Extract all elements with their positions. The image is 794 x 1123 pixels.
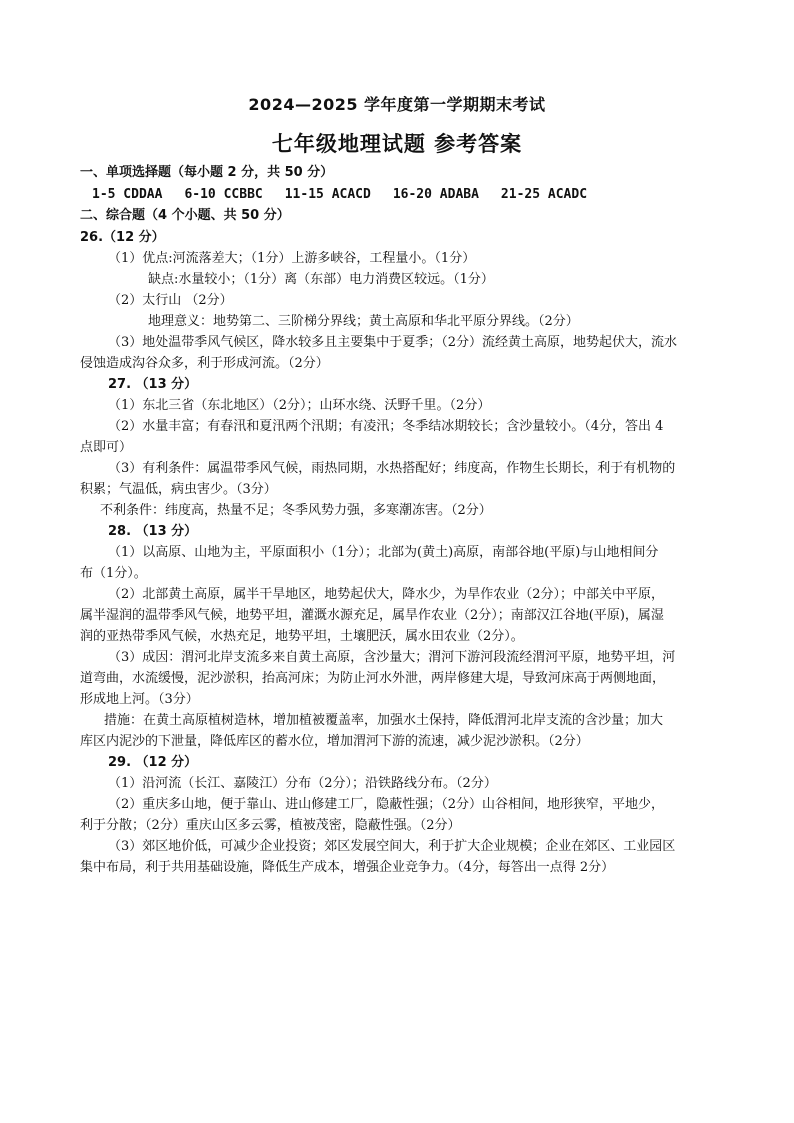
section1-heading: 一、单项选择题（每小题 2 分，共 50 分） [80,165,334,180]
q28-line: （3）成因：渭河北岸支流多来自黄土高原，含沙量大；渭河下游河段流经渭河平原，地势平坦，河 [108,650,676,665]
choice-answers-6-10: 6-10 CCBBC [184,187,263,202]
q29-line: 利于分散；（2分）重庆山区多云雾，植被茂密，隐蔽性强。（2分） [80,818,461,833]
q27-line: （1）东北三省（东北地区）（2分）；山环水绕、沃野千里。（2分） [108,398,491,413]
q27-line: （3）有利条件：属温带季风气候，雨热同期，水热搭配好；纬度高，作物生长期长，利于有机物的 [108,461,676,476]
q27-line: 积累；气温低，病虫害少。（3分） [80,482,277,497]
q27-heading: 27. （13 分） [108,377,198,392]
q28-line: 属半湿润的温带季风气候，地势平坦，灌溉水源充足，属旱作农业（2分）；南部汉江谷地(平原)，属湿 [80,608,664,623]
choice-answers-1-5: 1-5 CDDAA [92,187,163,202]
choice-answer-row [92,185,609,205]
q26-line: 缺点:水量较小；（1分）离（东部）电力消费区较远。（1分） [148,272,494,287]
q26-heading: 26.（12 分） [80,230,165,245]
exam-title: 2024—2025 学年度第一学期期末考试 [248,95,546,114]
choice-answers-16-20: 16-20 ADABA [392,187,479,202]
q28-line: 措施：在黄土高原植树造林，增加植被覆盖率，加强水土保持，降低渭河北岸支流的含沙量；加大 [104,713,664,728]
q29-line: （2）重庆多山地，便于靠山、进山修建工厂，隐蔽性强；（2分）山谷相间，地形狭窄，平地少， [108,797,665,812]
choice-answers-11-15: 11-15 ACACD [284,187,371,202]
q28-line: 形成地上河。（3分） [80,692,199,707]
q26-line: （2）太行山 （2分） [108,293,233,308]
q27-line: 不利条件：纬度高，热量不足；冬季风势力强，多寒潮冻害。（2分） [100,503,492,518]
q28-line: （2）北部黄土高原，属半干旱地区，地势起伏大，降水少，为旱作农业（2分）；中部关中平原， [108,587,665,602]
q28-line: 道弯曲，水流缓慢，泥沙淤积，抬高河床；为防止河水外泄，两岸修建大堤，导致河床高于两侧地面， [80,671,666,686]
q26-line: （1）优点:河流落差大；（1分）上游多峡谷，工程量小。（1分） [108,251,476,266]
q26-line: 地理意义：地势第二、三阶梯分界线；黄土高原和华北平原分界线。（2分） [148,314,579,329]
q28-line: 库区内泥沙的下泄量，降低库区的蓄水位，增加渭河下游的流速，减少泥沙淤积。（2分） [80,734,589,749]
q26-line: （3）地处温带季风气候区，降水较多且主要集中于夏季；（2分）流经黄土高原，地势起伏大，流水 [108,335,678,350]
document-subtitle: 七年级地理试题 参考答案 [271,132,523,156]
q29-heading: 29. （12 分） [108,755,198,770]
choice-answers-21-25: 21-25 ACADC [500,187,588,202]
q28-heading: 28. （13 分） [108,524,198,539]
q28-line: 润的亚热带季风气候，水热充足，地势平坦，土壤肥沃，属水田农业（2分）。 [80,629,524,644]
q26-line: 侵蚀造成沟谷众多，利于形成河流。（2分） [80,356,329,371]
section2-heading: 二、综合题（4 个小题、共 50 分） [80,208,290,223]
q28-line: 布（1分）。 [80,566,147,581]
q29-line: （1）沿河流（长江、嘉陵江）分布（2分）；沿铁路线分布。（2分） [108,776,497,791]
q27-line: 点即可） [80,440,133,455]
q27-line: （2）水量丰富；有春汛和夏汛两个汛期；有凌汛；冬季结冰期较长；含沙量较小。（4分，答出 4 [108,419,664,434]
q28-line: （1）以高原、山地为主，平原面积小（1分）；北部为(黄土)高原，南部谷地(平原)与山地相间分 [108,545,659,560]
q29-line: （3）郊区地价低，可减少企业投资；郊区发展空间大，利于扩大企业规模；企业在郊区、工业园区 [108,839,676,854]
q29-line: 集中布局，利于共用基础设施，降低生产成本，增强企业竞争力。（4分，每答出一点得 2分） [80,860,615,875]
